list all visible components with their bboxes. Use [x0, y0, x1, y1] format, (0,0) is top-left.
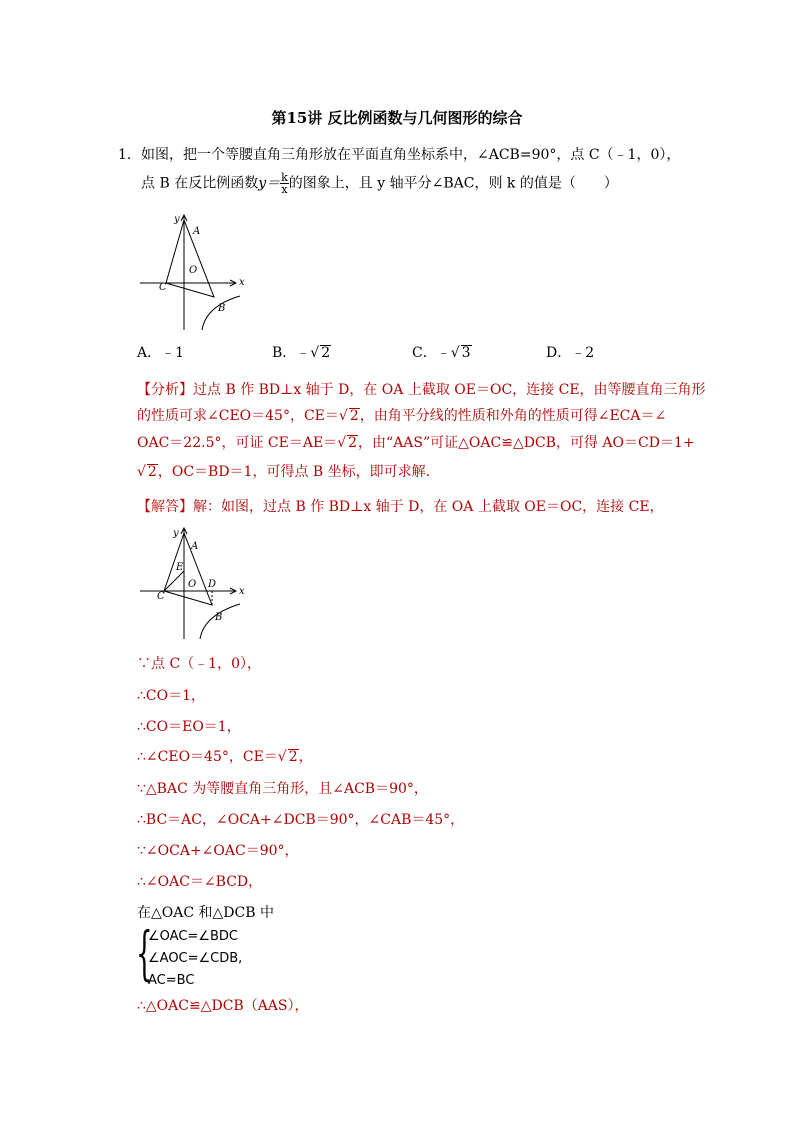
option-c[interactable]: C．﹣√ 3	[412, 345, 471, 361]
solution-intro-line	[137, 497, 664, 517]
option-b-text: ﹣	[296, 345, 311, 361]
analysis-radicand-4: 2	[147, 464, 157, 480]
analysis-text-2a: 的性质可求∠CEO＝45°，CE＝	[137, 408, 339, 424]
fraction-denominator: x	[281, 183, 288, 196]
solution-step-3: ∴CO＝EO＝1，	[137, 719, 241, 735]
analysis-radicand-2: 2	[349, 408, 359, 424]
analysis-text-4: ，OC＝BD＝1，可得点 B 坐标，即可求解．	[157, 464, 440, 480]
triangle-abc	[164, 533, 212, 605]
system-line-3: AC=BC	[148, 973, 195, 988]
label-x: x	[239, 586, 245, 597]
solution-step-6: ∴BC＝AC，∠OCA+∠DCB＝90°，∠CAB＝45°，	[137, 812, 465, 828]
system-line-1: ∠OAC=∠BDC	[148, 929, 238, 944]
option-c-label: C．	[412, 345, 437, 361]
figure-2-construction-graph	[136, 525, 256, 645]
solution-step-4-radicand: 2	[288, 749, 298, 765]
analysis-text-1: 过点 B 作 BD⊥x 轴于 D，在 OA 上截取 OE＝OC，连接 CE，由等腰直角三角形	[193, 382, 706, 398]
analysis-tag: 【分析】	[137, 382, 193, 398]
option-d-text: ﹣2	[571, 345, 595, 361]
label-c: C	[159, 282, 167, 293]
label-y: y	[174, 214, 180, 225]
analysis-line-1	[137, 380, 706, 400]
option-c-text: ﹣	[436, 345, 451, 361]
question-line-1: 如图，把一个等腰直角三角形放在平面直角坐标系中，∠ACB=90°，点 C（﹣1，0），	[141, 147, 681, 163]
solution-step-1: ∵点 C（﹣1，0），	[137, 656, 261, 672]
option-a[interactable]	[137, 342, 184, 362]
solution-step-2: ∴CO＝1，	[137, 688, 206, 704]
option-b[interactable]: B．﹣√ 2	[272, 345, 331, 361]
solution-step-5: ∵△BAC 为等腰直角三角形，且∠ACB＝90°，	[137, 781, 428, 797]
analysis-text-3a: OAC＝22.5°，可证 CE＝AE＝	[137, 435, 338, 451]
option-d-label: D．	[546, 345, 572, 361]
analysis-radicand-3: 2	[348, 435, 358, 451]
solution-conclusion: ∴△OAC≌△DCB（AAS），	[137, 998, 309, 1014]
solution-step-7: ∵∠OCA+∠OAC＝90°，	[137, 843, 299, 859]
analysis-text-2b: ，由角平分线的性质和外角的性质可得∠ECA＝∠	[359, 408, 667, 424]
label-y: y	[173, 528, 179, 539]
label-b: B	[218, 303, 226, 314]
system-line-2: ∠AOC=∠CDB,	[148, 951, 243, 966]
question-number: 1．	[118, 147, 141, 163]
label-o: O	[189, 265, 198, 276]
label-a: A	[193, 226, 201, 237]
function-y: y＝	[258, 175, 281, 192]
option-c-radicand: 3	[461, 345, 471, 361]
option-b-radicand: 2	[321, 345, 331, 361]
option-b-label: B．	[272, 345, 297, 361]
system-brace: {	[136, 919, 153, 987]
label-b: B	[215, 612, 223, 623]
option-a-label: A．	[137, 345, 162, 361]
solution-step-4-text: ∴∠CEO＝45°，CE＝	[137, 749, 278, 765]
analysis-line-2: 的性质可求∠CEO＝45°，CE＝√ 2，由角平分线的性质和外角的性质可得∠ECA＝∠	[137, 408, 667, 424]
question-line-2	[141, 172, 618, 195]
question-line-2-before: 点 B 在反比例函数	[141, 175, 259, 192]
triangle-abc	[166, 220, 214, 297]
function-fraction	[280, 172, 289, 195]
solution-step-4: ∴∠CEO＝45°，CE＝√ 2，	[137, 749, 313, 765]
analysis-line-3: OAC＝22.5°，可证 CE＝AE＝√ 2，由“AAS”可证△OAC≌△DCB，可得 AO＝CD＝1+	[137, 435, 695, 451]
figure-1-triangle-graph	[136, 210, 256, 335]
label-e: E	[176, 562, 184, 573]
option-d[interactable]	[546, 342, 594, 362]
page-title: 第15讲 反比例函数与几何图形的综合	[271, 109, 523, 127]
solution-step-8: ∴∠OAC＝∠BCD，	[137, 874, 263, 890]
solution-tag: 【解答】	[137, 499, 193, 515]
question-line-2-after: 的图象上，且 y 轴平分∠BAC，则 k 的值是（ ）	[288, 175, 618, 192]
solution-step-4-tail: ，	[298, 749, 313, 765]
analysis-text-3b: ，由“AAS”可证△OAC≌△DCB，可得 AO＝CD＝1+	[358, 435, 695, 451]
option-a-text: ﹣1	[161, 345, 185, 361]
analysis-line-4: √ 2，OC＝BD＝1，可得点 B 坐标，即可求解．	[137, 464, 440, 480]
label-x: x	[239, 277, 245, 288]
label-o: O	[188, 579, 197, 590]
label-d: D	[208, 579, 217, 590]
in-triangles-line: 在△OAC 和△DCB 中	[137, 905, 274, 921]
label-c: C	[157, 591, 165, 602]
solution-intro: 解：如图，过点 B 作 BD⊥x 轴于 D，在 OA 上截取 OE＝OC，连接 CE，	[193, 499, 664, 515]
fraction-numerator: k	[281, 171, 288, 184]
label-a: A	[191, 541, 199, 552]
